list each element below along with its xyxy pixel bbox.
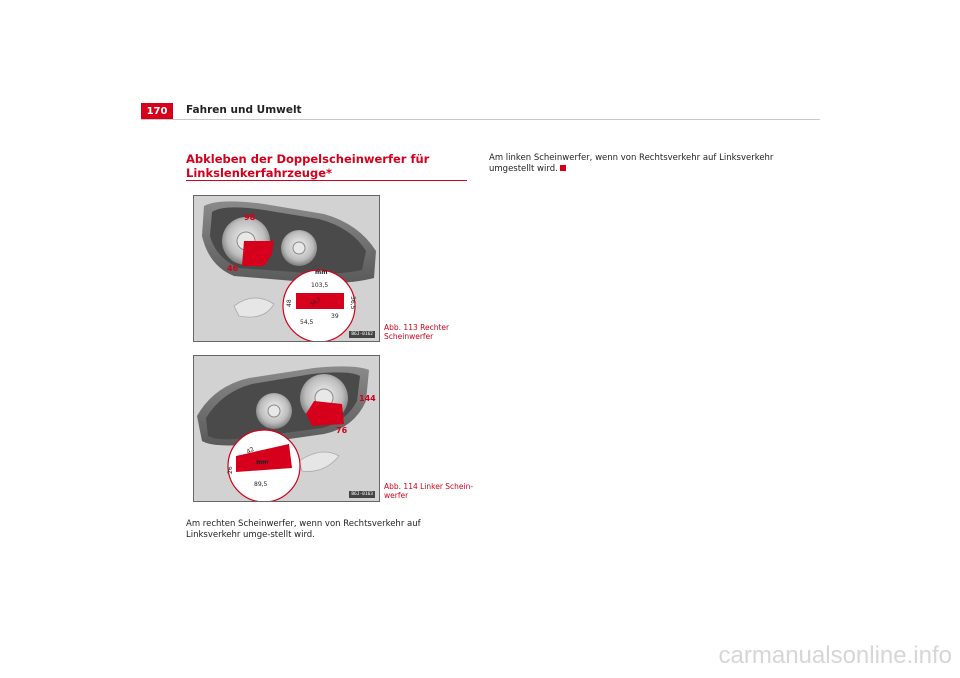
label-inner: 39 (331, 313, 339, 320)
figure-code: B6J-0163 (351, 492, 373, 497)
label-unit-mm: mm (315, 269, 328, 276)
section-title: Abkleben der Doppelscheinwerfer für Linkslenkerfahrzeuge* (186, 152, 430, 180)
left-paragraph-text: Am rechten Scheinwerfer, wenn von Rechtsverkehr auf Linksverkehr umge-stellt wird. (186, 519, 421, 540)
right-paragraph (489, 153, 779, 175)
label-46: 46 (227, 264, 239, 273)
section-divider (186, 180, 467, 181)
watermark: carmanualsonline.info (718, 642, 952, 669)
right-paragraph-text: Am linken Scheinwerfer, wenn von Rechtsverkehr auf Linksverkehr umgestellt wird. (489, 153, 774, 174)
label-diag: 42 (245, 445, 256, 456)
label-right: 36,5 (349, 296, 356, 310)
figure-left-headlight (193, 355, 380, 502)
label-76: 76 (336, 426, 348, 435)
label-diag: 56,5 (309, 296, 323, 308)
headlight-illustration-right (194, 196, 379, 341)
figure-caption-113: Abb. 113 Rechter Scheinwerfer (384, 323, 450, 341)
label-98: 98 (244, 213, 256, 222)
header-divider (141, 119, 820, 120)
figure-code: B6J-0162 (351, 332, 373, 337)
page-number: 170 (141, 103, 173, 120)
label-bottom: 54,5 (300, 319, 314, 326)
label-bottom: 89,5 (254, 481, 268, 488)
label-unit-mm: mm (256, 459, 269, 466)
tape-mask-region (306, 401, 344, 426)
end-of-section-icon (560, 165, 566, 171)
header-title: Fahren und Umwelt (186, 104, 302, 116)
label-144: 144 (359, 394, 376, 403)
figure-right-headlight (193, 195, 380, 342)
figure-caption-114: Abb. 114 Linker Schein-werfer (384, 482, 474, 500)
headlight-illustration-left (194, 356, 379, 501)
left-paragraph (186, 519, 471, 541)
label-left: 48 (286, 299, 293, 307)
label-left: 26 (227, 466, 234, 474)
label-top: 103,5 (311, 282, 329, 289)
